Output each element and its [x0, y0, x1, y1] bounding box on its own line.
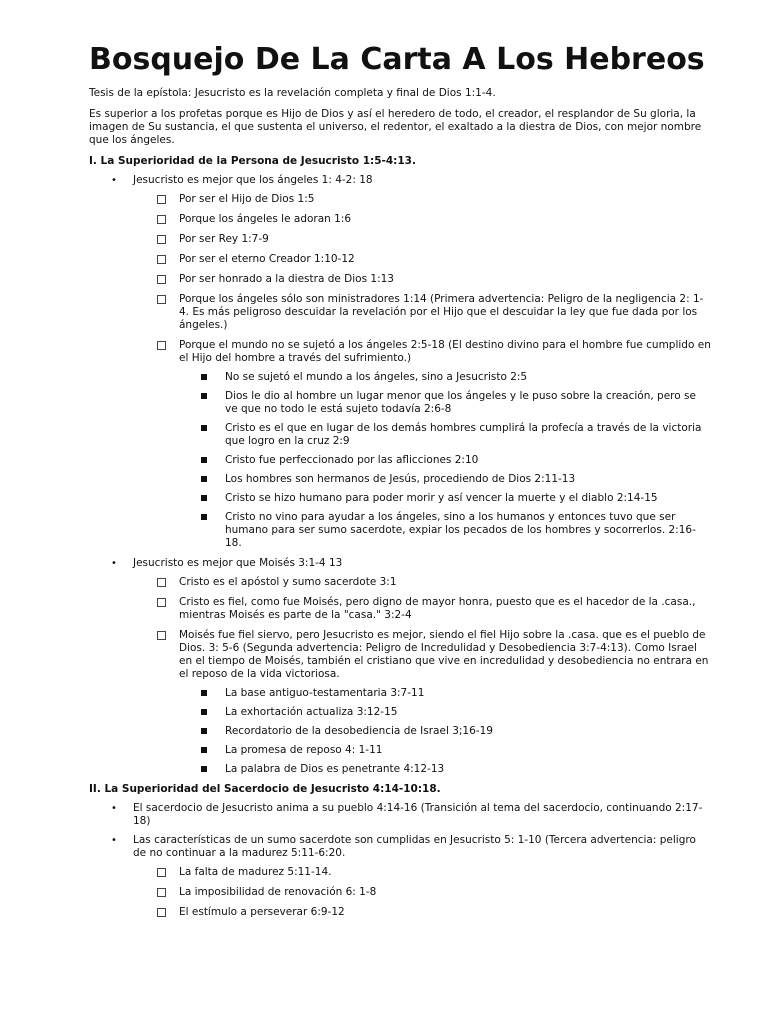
- square-bullet-icon: [201, 425, 207, 431]
- detail-item-text: Dios le dio al hombre un lugar menor que los ángeles y le puso sobre la creación, pero se ve que no todo le está sujeto todavía 2:6-8: [225, 390, 696, 415]
- detail-item: [179, 725, 711, 738]
- detail-item: [179, 454, 711, 467]
- square-bullet-icon: [201, 393, 207, 399]
- sub-outline-item-text: La falta de madurez 5:11-14.: [179, 866, 332, 878]
- checkbox-bullet-icon: [157, 888, 166, 897]
- checkbox-bullet-icon: [157, 195, 166, 204]
- checkbox-bullet-icon: [157, 908, 166, 917]
- bullet-icon: •: [111, 803, 117, 814]
- sub-outline-item: [133, 339, 711, 550]
- square-bullet-icon: [201, 747, 207, 753]
- sub-outline-item-text: Porque los ángeles le adoran 1:6: [179, 213, 352, 225]
- sub-outline-item-text: Por ser el Hijo de Dios 1:5: [179, 193, 315, 205]
- outline-item-text: Las características de un sumo sacerdote son cumplidas en Jesucristo 5: 1-10 (Tercera advertencia: peligro de no continuar a la madurez 5:11-6:20.: [133, 834, 696, 859]
- checkbox-bullet-icon: [157, 215, 166, 224]
- checkbox-bullet-icon: [157, 295, 166, 304]
- bullet-icon: •: [111, 175, 117, 186]
- square-bullet-icon: [201, 495, 207, 501]
- checkbox-bullet-icon: [157, 631, 166, 640]
- detail-item-text: Los hombres son hermanos de Jesús, procediendo de Dios 2:11-13: [225, 473, 576, 485]
- detail-item-text: La exhortación actualiza 3:12-15: [225, 706, 398, 718]
- square-bullet-icon: [201, 476, 207, 482]
- intro-paragraph: Es superior a los profetas porque es Hijo de Dios y así el heredero de todo, el creador, el resplandor de Su gloria, la imagen de Su sustancia, el que sustenta el universo, el redentor, el exaltado a la diestra de Dios, con mejor nombre que los ángeles.: [89, 108, 702, 146]
- detail-list: [179, 687, 711, 776]
- sub-outline-item-text: Por ser el eterno Creador 1:10-12: [179, 253, 355, 265]
- outline-item-text: El sacerdocio de Jesucristo anima a su pueblo 4:14-16 (Transición al tema del sacerdocio, continuando 2:17-18): [133, 802, 703, 827]
- detail-item-text: Cristo no vino para ayudar a los ángeles, sino a los humanos y entonces tuvo que ser humano para ser sumo sacerdote, expiar los pecados de los hombres y socorrerlos. 2:16-18.: [225, 511, 696, 549]
- detail-item: [179, 492, 711, 505]
- outline-item: [89, 557, 711, 776]
- detail-item: [179, 422, 711, 448]
- sub-outline-item: [133, 576, 711, 589]
- checkbox-bullet-icon: [157, 341, 166, 350]
- sub-outline-item-text: Por ser Rey 1:7-9: [179, 233, 269, 245]
- detail-item: [179, 744, 711, 757]
- sub-outline-item-text: La imposibilidad de renovación 6: 1-8: [179, 886, 377, 898]
- detail-item-text: No se sujetó el mundo a los ángeles, sino a Jesucristo 2:5: [225, 371, 528, 383]
- sub-outline-item-text: Porque el mundo no se sujetó a los ángeles 2:5-18 (El destino divino para el hombre fue cumplido en el Hijo del hombre a través del sufrimiento.): [179, 339, 711, 364]
- detail-item: [179, 390, 711, 416]
- sub-outline-item-text: Cristo es el apóstol y sumo sacerdote 3:1: [179, 576, 397, 588]
- sub-outline-item: [133, 293, 711, 332]
- outline-item: [89, 802, 711, 828]
- sub-outline-item-text: Porque los ángeles sólo son ministradores 1:14 (Primera advertencia: Peligro de la negligencia 2: 1-4. Es más peligroso descuidar la revelación por el Hijo que el descuidar la ley que fue dada por los ángeles.): [179, 293, 704, 331]
- sub-outline-item: [133, 596, 711, 622]
- outline-item: [89, 834, 711, 919]
- checkbox-bullet-icon: [157, 235, 166, 244]
- sub-outline-item: [133, 213, 711, 226]
- checkbox-bullet-icon: [157, 578, 166, 587]
- detail-item: [179, 763, 711, 776]
- checkbox-bullet-icon: [157, 255, 166, 264]
- sub-outline-item: [133, 253, 711, 266]
- bullet-icon: •: [111, 558, 117, 569]
- detail-item-text: Cristo se hizo humano para poder morir y así vencer la muerte y el diablo 2:14-15: [225, 492, 658, 504]
- outline-list: [89, 802, 711, 919]
- bullet-icon: •: [111, 835, 117, 846]
- square-bullet-icon: [201, 690, 207, 696]
- detail-item-text: La palabra de Dios es penetrante 4:12-13: [225, 763, 445, 775]
- square-bullet-icon: [201, 728, 207, 734]
- detail-list: [179, 371, 711, 550]
- detail-item: [179, 371, 711, 384]
- sub-outline-item-text: Moisés fue fiel siervo, pero Jesucristo es mejor, siendo el fiel Hijo sobre la .casa. que es el pueblo de Dios. 3: 5-6 (Segunda advertencia: Peligro de Incredulidad y Desobediencia 3:7-4:13). Como Israel en el tiempo de Moisés, también el cristiano que vive en incredulidad y desobediencia no entrara en el reposo de la vida victoriosa.: [179, 629, 709, 680]
- square-bullet-icon: [201, 374, 207, 380]
- outline-item-text: Jesucristo es mejor que Moisés 3:1-4 13: [133, 557, 343, 569]
- sub-outline-item: [133, 273, 711, 286]
- sub-outline-list: [133, 193, 711, 550]
- section-heading: II. La Superioridad del Sacerdocio de Jesucristo 4:14-10:18.: [89, 783, 441, 795]
- sub-outline-item: [133, 866, 711, 879]
- detail-item-text: Cristo fue perfeccionado por las aflicciones 2:10: [225, 454, 479, 466]
- sub-outline-item-text: El estímulo a perseverar 6:9-12: [179, 906, 345, 918]
- document-content: [89, 42, 711, 926]
- detail-item: [179, 511, 711, 550]
- detail-item: [179, 473, 711, 486]
- sub-outline-item: [133, 629, 711, 776]
- thesis-paragraph: Tesis de la epístola: Jesucristo es la revelación completa y final de Dios 1:1-4.: [89, 87, 496, 99]
- detail-item-text: Cristo es el que en lugar de los demás hombres cumplirá la profecía a través de la victoria que logro en la cruz 2:9: [225, 422, 702, 447]
- outline-sections: [89, 155, 711, 919]
- outline-item: [89, 174, 711, 550]
- square-bullet-icon: [201, 766, 207, 772]
- section-heading: I. La Superioridad de la Persona de Jesucristo 1:5-4:13.: [89, 155, 416, 167]
- detail-item: [179, 687, 711, 700]
- detail-item-text: La promesa de reposo 4: 1-11: [225, 744, 383, 756]
- square-bullet-icon: [201, 709, 207, 715]
- outline-list: [89, 174, 711, 776]
- detail-item: [179, 706, 711, 719]
- detail-item-text: Recordatorio de la desobediencia de Israel 3;16-19: [225, 725, 493, 737]
- document-title: Bosquejo De La Carta A Los Hebreos: [89, 42, 705, 77]
- sub-outline-item: [133, 906, 711, 919]
- outline-item-text: Jesucristo es mejor que los ángeles 1: 4-2: 18: [133, 174, 373, 186]
- sub-outline-item: [133, 886, 711, 899]
- checkbox-bullet-icon: [157, 275, 166, 284]
- square-bullet-icon: [201, 514, 207, 520]
- checkbox-bullet-icon: [157, 868, 166, 877]
- square-bullet-icon: [201, 457, 207, 463]
- detail-item-text: La base antiguo-testamentaria 3:7-11: [225, 687, 425, 699]
- sub-outline-list: [133, 866, 711, 919]
- sub-outline-list: [133, 576, 711, 776]
- checkbox-bullet-icon: [157, 598, 166, 607]
- sub-outline-item-text: Por ser honrado a la diestra de Dios 1:13: [179, 273, 394, 285]
- sub-outline-item: [133, 233, 711, 246]
- sub-outline-item-text: Cristo es fiel, como fue Moisés, pero digno de mayor honra, puesto que es el hacedor de la .casa., mientras Moisés es parte de la "casa." 3:2-4: [179, 596, 696, 621]
- sub-outline-item: [133, 193, 711, 206]
